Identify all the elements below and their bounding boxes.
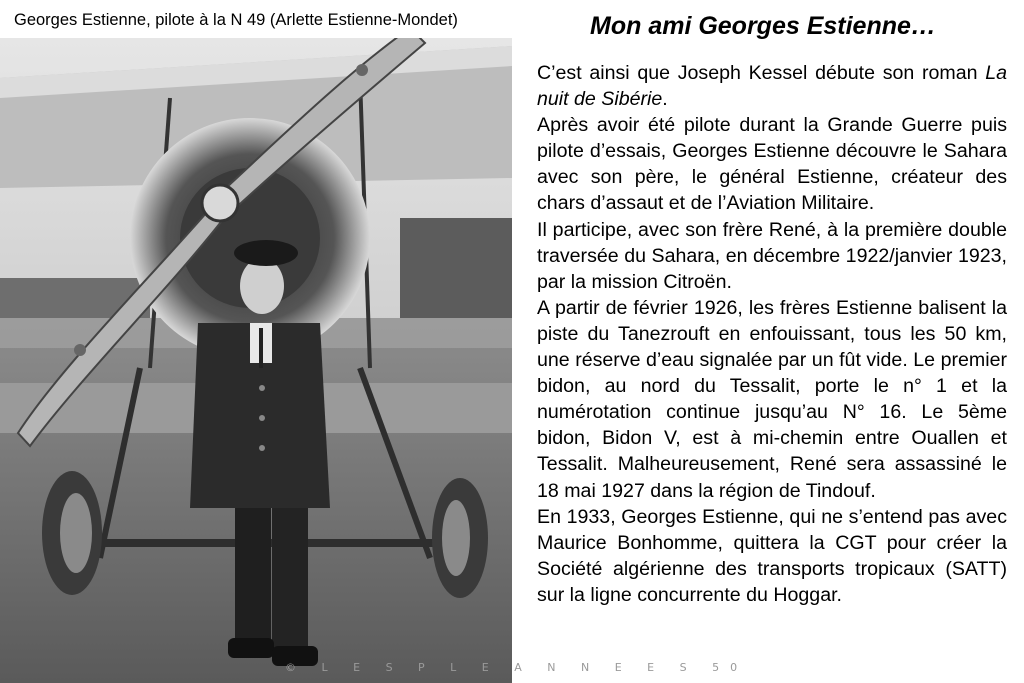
paragraph-career: Après avoir été pilote durant la Grande Guerre puis pilote d’essais, Georges Estienne découvre le Sahara avec son père, le général Estienne, créateur des chars d’assaut et de l’Aviation Militaire. — [537, 114, 1007, 215]
historical-photo — [0, 38, 512, 683]
paragraph-satt: En 1933, Georges Estienne, qui ne s’entend pas avec Maurice Bonhomme, quittera la CGT pour créer la Société algérienne des transports tropicaux (SATT) sur la ligne concurrente du Hoggar. — [537, 505, 1007, 606]
paragraph-crossing: Il participe, avec son frère René, à la première double traversée du Sahara, en décembre 1922/janvier 1923, par la mission Citroën. — [537, 218, 1007, 293]
article-body — [537, 60, 1007, 608]
paragraph-intro — [537, 60, 1007, 112]
intro-end: . — [662, 88, 668, 111]
paragraph-tanezrouft: A partir de février 1926, les frères Estienne balisent la piste du Tanezrouft en enfouissant, tous les 50 km, une réserve d’eau signalée par un fût vide. Le premier bidon, au nord du Tessalit, porte le n° 1 et la numérotation continue jusqu’au N° 16. Le 5ème bidon, Bidon V, est à mi-chemin entre Ouallen et Tessalit. Malheureusement, René sera assassiné le 18 mai 1927 dans la région de Tindouf. — [537, 296, 1007, 502]
photo-caption: Georges Estienne, pilote à la N 49 (Arlette Estienne-Mondet) — [14, 11, 458, 29]
book-title: La nuit de Sibérie — [537, 62, 1007, 111]
article-title: Mon ami Georges Estienne… — [590, 12, 936, 40]
intro-text: C’est ainsi que Joseph Kessel débute son roman — [537, 62, 986, 84]
watermark-text: © L E S P L E A N N E E S 50 — [285, 661, 749, 674]
